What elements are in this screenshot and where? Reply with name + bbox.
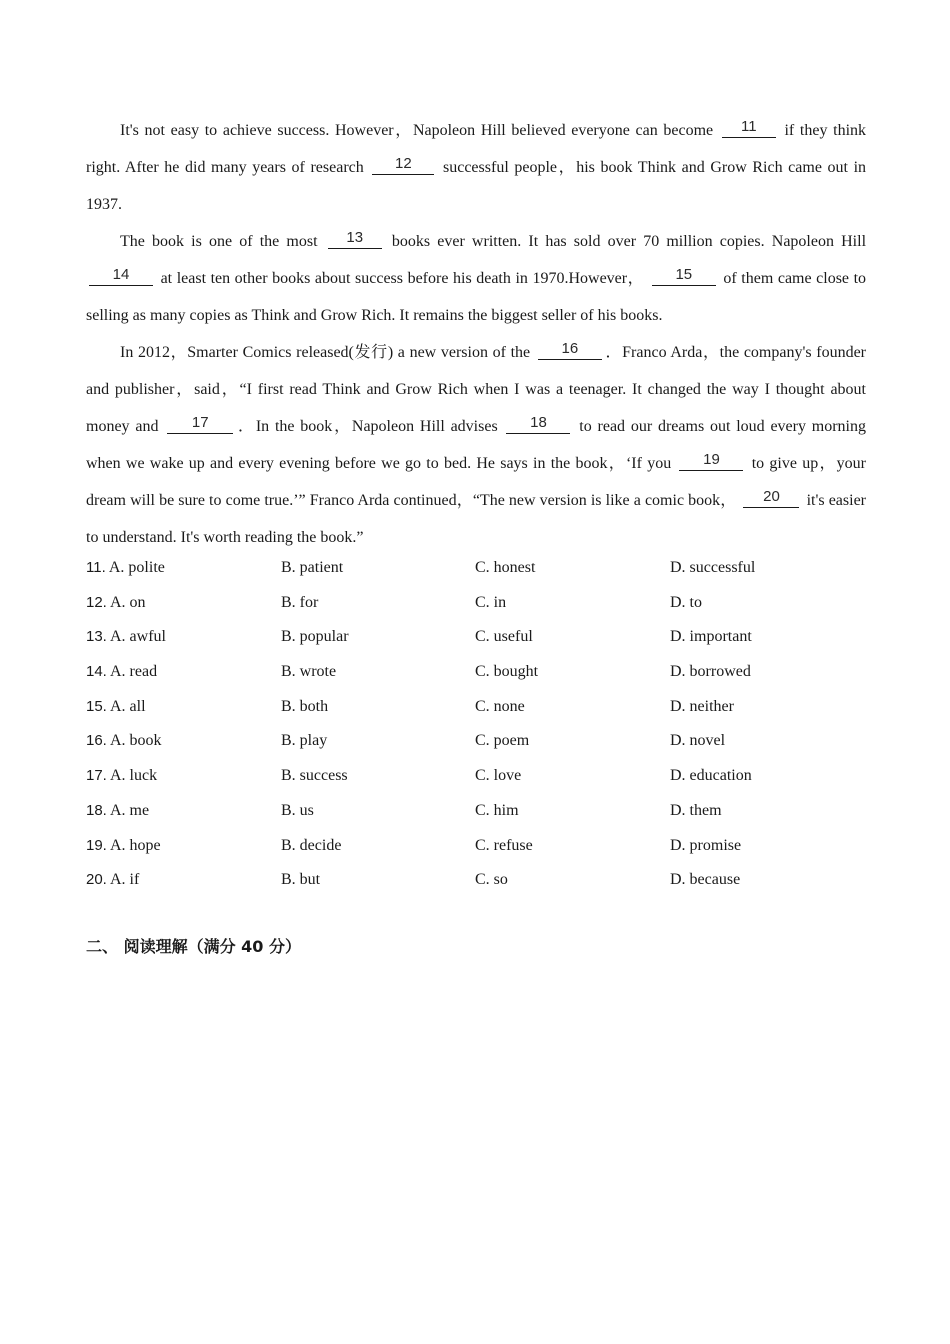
blank-14: 14 xyxy=(89,269,153,286)
option-c: C. none xyxy=(475,697,525,715)
question-number: 14. xyxy=(86,663,107,681)
passage-text: ．In the book，Napoleon Hill advises xyxy=(236,418,498,435)
option-c: C. bought xyxy=(475,663,539,681)
option-d: D. novel xyxy=(670,732,726,750)
option-c: C. so xyxy=(475,871,508,889)
passage-paragraph-3 xyxy=(86,334,866,556)
option-a: 20. A. if xyxy=(86,871,140,889)
answer-options xyxy=(86,555,886,902)
passage-text: at least ten other books about success before his death in 1970.However， xyxy=(160,270,645,287)
question-row xyxy=(86,833,886,868)
option-a: 12. A. on xyxy=(86,593,146,611)
option-d: D. because xyxy=(670,871,741,889)
question-number: 18. xyxy=(86,801,107,819)
blank-20: 20 xyxy=(743,491,799,508)
option-d: D. education xyxy=(670,767,752,785)
option-d: D. neither xyxy=(670,697,734,715)
passage-text: of them came close to selling as many copies as Think and Grow Rich. It remains the biggest seller of his books. xyxy=(86,270,867,324)
passage-text: The book is one of the most xyxy=(120,233,318,250)
passage-text: it's easier to understand. It's worth reading the book.” xyxy=(86,492,867,546)
blank-15: 15 xyxy=(652,269,716,286)
passage-text: if they think right. After he did many years of research xyxy=(86,122,867,176)
option-b: B. popular xyxy=(281,628,349,646)
question-number: 15. xyxy=(86,697,107,715)
option-a: 11. A. polite xyxy=(86,559,165,576)
question-number: 20. xyxy=(86,871,107,889)
option-d: D. important xyxy=(670,628,752,646)
passage-paragraph-2 xyxy=(86,223,866,334)
option-a: 18. A. me xyxy=(86,801,150,819)
option-c: C. refuse xyxy=(475,836,533,854)
option-b: B. success xyxy=(281,767,348,785)
question-row xyxy=(86,763,886,798)
option-c: C. him xyxy=(475,801,519,819)
question-row xyxy=(86,590,886,625)
blank-13: 13 xyxy=(328,232,382,249)
option-b: B. decide xyxy=(281,836,342,854)
blank-19: 19 xyxy=(679,454,743,471)
option-a: 19. A. hope xyxy=(86,836,161,854)
cloze-passage xyxy=(86,112,866,556)
option-a: 17. A. luck xyxy=(86,767,158,785)
question-row xyxy=(86,798,886,833)
question-number: 13. xyxy=(86,628,107,646)
option-c: C. poem xyxy=(475,732,530,750)
blank-18: 18 xyxy=(506,417,570,434)
question-number: 19. xyxy=(86,836,107,854)
passage-text: successful people，his book Think and Grow Rich came out in 1937. xyxy=(86,159,867,213)
question-row xyxy=(86,555,886,590)
option-b: B. but xyxy=(281,871,321,889)
option-a: 15. A. all xyxy=(86,697,146,715)
passage-text: to give up，your dream will be sure to come true.’” Franco Arda continued，“The new version is like a comic book， xyxy=(86,455,867,509)
option-c: C. in xyxy=(475,593,507,611)
question-number: 17. xyxy=(86,767,107,785)
section-heading-reading-comprehension: 二、 阅读理解（满分 40 分） xyxy=(86,937,301,956)
option-a: 16. A. book xyxy=(86,732,162,750)
question-number: 16. xyxy=(86,732,107,750)
option-a: 13. A. awful xyxy=(86,628,166,646)
passage-paragraph-1 xyxy=(86,112,866,223)
option-d: D. borrowed xyxy=(670,663,751,681)
option-d: D. successful xyxy=(670,559,756,576)
option-b: B. wrote xyxy=(281,663,337,681)
passage-text: In 2012，Smarter Comics released(发行) a new version of the xyxy=(120,344,531,361)
option-b: B. us xyxy=(281,801,314,819)
option-c: C. useful xyxy=(475,628,533,646)
option-c: C. honest xyxy=(475,559,536,576)
blank-17: 17 xyxy=(167,417,233,434)
passage-text: ．Franco Arda，the company's founder and publisher，said，“I first read Think and Grow Rich when I was a teenager. It changed the way I thought about money and xyxy=(86,344,866,435)
option-c: C. love xyxy=(475,767,522,785)
option-b: B. for xyxy=(281,593,319,611)
blank-16: 16 xyxy=(538,343,602,360)
question-row xyxy=(86,867,886,902)
option-b: B. both xyxy=(281,697,329,715)
passage-text: to read our dreams out loud every morning when we wake up and every evening before we go to bed. He says in the book，‘If you xyxy=(86,418,866,472)
option-b: B. play xyxy=(281,732,328,750)
question-row xyxy=(86,624,886,659)
option-a: 14. A. read xyxy=(86,663,158,681)
question-row xyxy=(86,659,886,694)
option-d: D. them xyxy=(670,801,722,819)
option-d: D. promise xyxy=(670,836,742,854)
passage-text: books ever written. It has sold over 70 million copies. Napoleon Hill xyxy=(391,233,867,250)
question-row xyxy=(86,728,886,763)
question-number: 12. xyxy=(86,593,107,611)
blank-12: 12 xyxy=(372,158,434,175)
question-number: 11. xyxy=(86,559,106,576)
passage-text: It's not easy to achieve success. However，Napoleon Hill believed everyone can become xyxy=(120,122,714,139)
question-row xyxy=(86,694,886,729)
option-b: B. patient xyxy=(281,559,344,576)
blank-11: 11 xyxy=(722,121,776,138)
option-d: D. to xyxy=(670,593,702,611)
